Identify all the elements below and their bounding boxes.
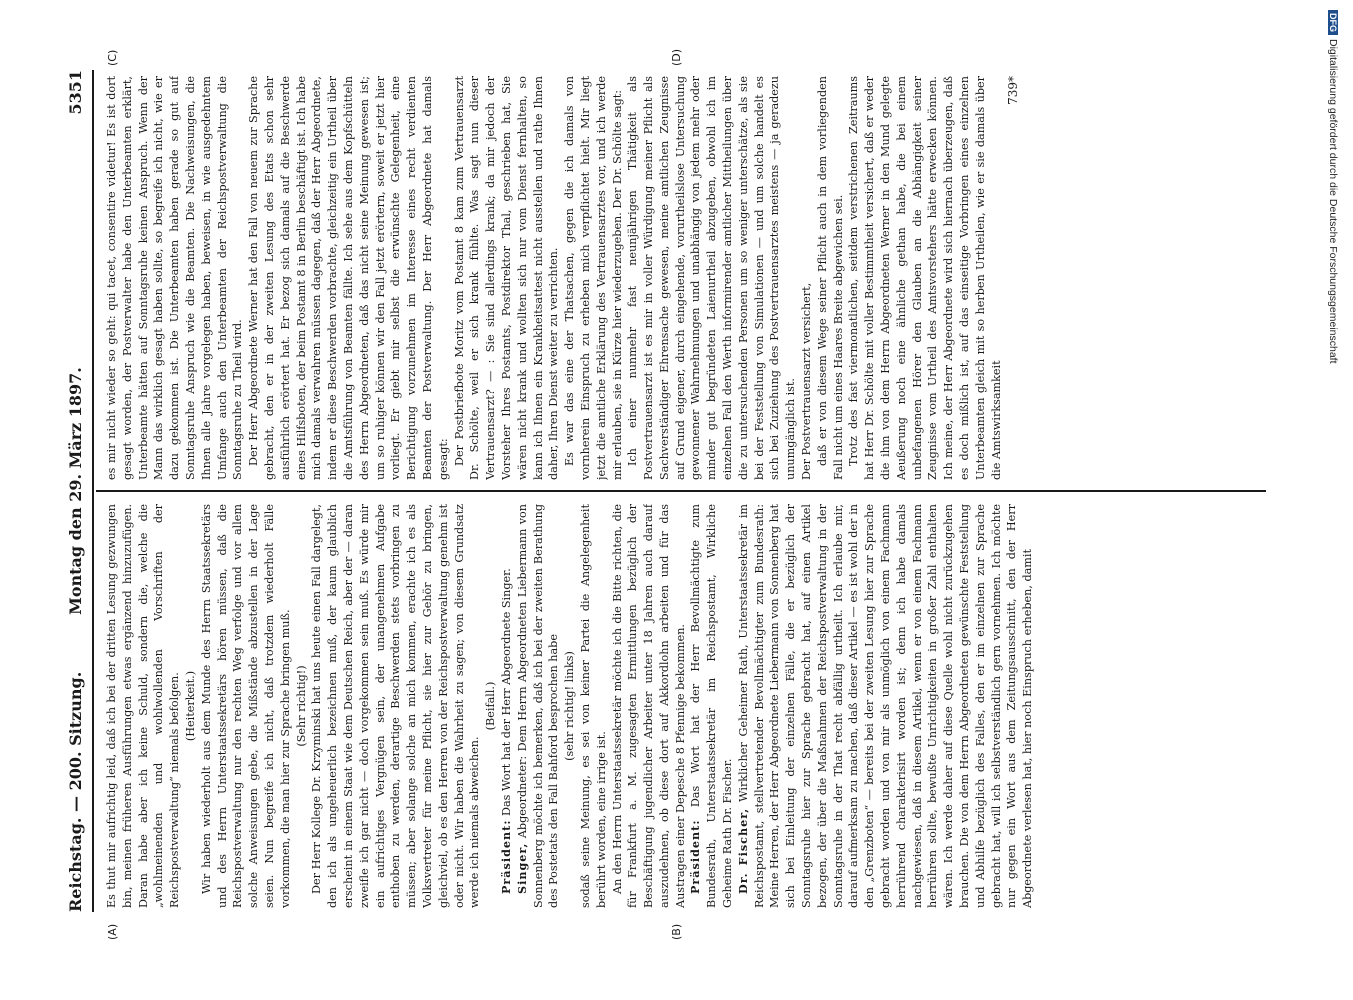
paragraph: Wir haben wiederholt aus dem Munde des Herrn Staatssekretärs und des Herrn Unterstaatssekretärs hören müssen, daß die Reichspostverwaltung nur den rechten Weg verfolge und vor allem solche Anweisungen gebe, die Mißstände abzustellen in der Lage seien. Nun begreife ich nicht, daß trotzdem wiederholt Fälle vorkommen, die man hier zur Sprache bringen muß.	[199, 504, 292, 908]
credit-text: Digitalisierung gefördert durch die Deutsche Forschungsgemeinschaft	[1327, 39, 1339, 364]
speech-text: Wirklicher Geheimer Rath, Unterstaatssekretär im Reichspostamt, stellvertretender Bevollmächtigter zum Bundesrath: Meine Herren, der Herr Abgeordnete Liebermann von Sonnenberg hat sich bei Einleitung der einzelnen Fälle, die er bezüglich der Sonntagsruhe hier zur Sprache gebracht hat, auf einen Artikel bezogen, der über die Maßnahmen der Reichspostverwaltung in der Sonntagsruhe in der That recht abfällig urtheilt. Ich erlaube mir, darauf aufmerksam zu machen, daß dieser Artikel — es ist wohl der in den „Grenzboten“ — bereits bei der zweiten Lesung hier zur Sprache gebracht worden und von mir als unmöglich von einem Fachmann herrührend charakterisirt worden ist; denn ich habe damals nachgewiesen, daß in diesem Artikel, wenn er von einem Fachmann herrühren sollte, bewußte Unrichtigkeiten in großer Zahl enthalten wären. Ich werde daher auf diese Quelle wohl nicht zurückzugehen brauchen. Die von dem Herrn Abgeordneten gewünschte Feststellung und Abhilfe bezüglich des Falles, den er im einzelnen zur Sprache gebracht hat, will ich selbstverständlich gern vornehmen. Ich möchte nur gegen ein Wort aus dem Zeitungsausschnitt, den der Herr Abgeordnete verlesen hat, hier noch Einspruch erheben, damit	[736, 504, 1035, 908]
speaker-paragraph	[499, 504, 515, 908]
margin-marker-c: (C)	[106, 49, 119, 66]
interjection: (Beifall.)	[484, 681, 498, 731]
paragraph: Der Herr Kollege Dr. Krzyminski hat uns heute einen Fall dargelegt, den ich als ungeheuerlich bezeichnen muß, der kaum glaublich erscheint in einem Staat wie dem Deutschen Reich, aber der — daran zweifle ich gar nicht — doch vorgekommen sein muß. Es würde mir ein aufrichtiges Vergnügen sein, der unangenehmen Aufgabe enthoben zu werden, derartige Beschwerden stets vorbringen zu müssen; aber solange solche an mich kommen, erachte ich es als Volksvertreter für meine Pflicht, sie hier zur Gehör zu bringen, gleichviel, ob es den Herren von der Reichspostverwaltung genehm ist oder nicht. Wir haben die Wahrheit zu sagen; von diesem Grundsatz werde ich niemals abweichen.	[310, 504, 482, 908]
speaker-name: Präsident:	[498, 819, 513, 894]
margin-marker-d: (D)	[670, 48, 683, 66]
column-divider	[96, 490, 1266, 492]
speaker-name: Singer,	[514, 842, 529, 894]
paragraph: Es war das eine der Thatsachen, gegen die ich damals von vornherein Einspruch zu erheben mich verpflichtet hielt. Mir liegt jetzt die amtliche Erklärung des Vertrauensarztes vor, und ich werde mir erlauben, sie in Kürze hier wiederzugeben. Der Dr. Schölte sagt:	[563, 76, 624, 480]
header-session: Reichstag. — 200. Sitzung.	[65, 671, 85, 912]
document-page	[60, 48, 1275, 940]
speech-text: Das Wort hat der Herr Bevollmächtigte zum Bundesrath, Unterstaatssekretär im Reichspostamt, Wirkliche Geheime Rath Dr. Fischer.	[689, 504, 735, 908]
speaker-paragraph	[688, 504, 735, 908]
dfg-logo: DFG	[1328, 10, 1338, 35]
digitization-credit	[1326, 10, 1340, 990]
interjection: (Sehr richtig!)	[294, 665, 308, 747]
speech-text: Abgeordneter: Dem Herrn Abgeordneten Liebermann von Sonnenberg möchte ich bemerken, daß ich bei der zweiten Berathung des Postetats den Fall Bahford besprochen habe	[515, 504, 561, 908]
paragraph: An den Herrn Unterstaatssekretär möchte ich die Bitte richten, die für Frankfurt a. M. zugesagten Ermittlungen bezüglich der Beschäftigung jugendlicher Arbeiter unter 18 Jahren auch darauf auszudehnen, ob diese dort auf Akkordlohn arbeiten und für das Austragen einer Depesche 8 Pfennige bekommen.	[610, 504, 687, 908]
paragraph: Trotz des fast viermonatlichen, seitdem verstrichenen Zeitraums hat Herr Dr. Schölte mit voller Bestimmtheit versichert, daß er weder die ihm von dem Herrn Abgeordneten Werner in den Mund gelegte Aeußerung noch eine ähnliche gethan habe, die bei einem unbefangenen Hörer den Glauben an die Abhängigkeit seiner Zeugnisse vom Urtheil des Amtsvorstehers hätte erwecken können. Ich meine, der Herr Abgeordnete wird sich hiernach überzeugen, daß es doch mißlich ist, auf das einseitige Vorbringen eines einzelnen Unterbeamten gleich mit so herben Urtheilen, wie er sie damals über die Amtswirksamkeit	[847, 76, 1003, 480]
quotation: Der Postbriefbote Moritz vom Postamt 8 kam zum Vertrauensarzt Dr. Schölte, weil er sich krank fühlte. Was sagt nun dieser Vertrauensarzt? — : Sie sind allerdings krank; da mir jedoch der Vorsteher Ihres Postamts, Postdirektor Thal, geschrieben hat, Sie wären nicht krank und wollten sich nur vom Dienst fernhalten, so kann ich Ihnen ein Krankheitsattest nicht ausstellen und rathe Ihnen daher, Ihren Dienst weiter zu verrichten.	[452, 76, 561, 480]
quotation: daß er von diesem Wege seiner Pflicht auch in dem vorliegenden Fall nicht um eines Haares Breite abgewichen sei.	[815, 76, 845, 480]
speaker-name: Präsident:	[688, 819, 703, 894]
header-page-number: 5351	[65, 69, 85, 115]
margin-marker-a: (A)	[106, 923, 119, 940]
quotation: Ich einer nunmehr fast neunjährigen Thätigkeit als Postvertrauensarzt ist es mir in voller Würdigung meiner Pflicht als Sachverständiger Ehrensache gewesen, meine amtlichen Zeugnisse auf Grund eigener, durch eingehende, vorurtheilslose Untersuchung gewonnener Wahrnehmungen und unabhängig von jedem mehr oder minder gut begründeten Laienurtheil abzugeben, obwohl ich im einzelnen Fall den Werth informirender amtlicher Mittheilungen über die zu untersuchenden Personen um so weniger unterschätze, als sie bei der Feststellung von Simulationen — und um solche handelt es sich bei Zuziehung des Postvertrauensarztes meistens — ja geradezu unumgänglich ist.	[626, 76, 798, 480]
paragraph: sodaß seine Meinung, es sei von keiner Partei die Angelegenheit berührt worden, eine irrige ist.	[578, 504, 608, 908]
paragraph: Der Postvertrauensarzt versichert,	[800, 282, 814, 480]
speaker-paragraph	[515, 504, 562, 908]
interjection: (Heiterkeit.)	[183, 670, 197, 742]
paragraph: Der Herr Abgeordnete Werner hat den Fall von neuem zur Sprache gebracht, den er in der zweiten Lesung des Etats schon sehr ausführlich erörtert hat. Er bezog sich damals auf die Beschwerde eines Hilfsboten, der beim Postamt 8 in Berlin beschäftigt ist. Ich habe mich damals verwahren müssen dagegen, daß der Herr Abgeordnete, indem er diese Beschwerden vorbrachte, gleichzeitig ein Urtheil über die Amtsführung von Beamten fällte. Ich sehe aus dem Kopfschütteln des Herrn Abgeordneten, daß das nicht seine Meinung gewesen ist; um so ruhiger können wir den Fall jetzt erörtern, soweit er jetzt hier vorliegt. Er giebt mir selbst die erwünschte Gelegenheit, eine Berichtigung vorzunehmen im Interesse eines recht verdienten Beamten der Postverwaltung. Der Herr Abgeordnete hat damals gesagt:	[247, 76, 450, 480]
right-column	[104, 76, 1264, 480]
sheet-number: 739*	[1006, 76, 1021, 105]
speaker-paragraph	[736, 504, 1036, 908]
running-header	[60, 70, 90, 912]
margin-marker-b: (B)	[670, 923, 683, 940]
paragraph: Es thut mir aufrichtig leid, daß ich bei der dritten Lesung gezwungen bin, meinen früheren Ausführungen etwas ergänzend hinzuzufügen. Daran habe aber ich keine Schuld, sondern die, welche die „wohlmeinenden und wohlwollenden Vorschriften der Reichspostverwaltung“ niemals befolgen.	[105, 504, 182, 908]
interjection: (sehr richtig! links)	[563, 651, 577, 761]
header-rule	[92, 70, 94, 912]
header-date: Montag den 29. März 1897.	[65, 367, 85, 615]
speech-text: Das Wort hat der Herr Abgeordnete Singer.	[499, 568, 513, 816]
left-column	[104, 504, 1264, 908]
speaker-name: Dr. Fischer,	[735, 807, 750, 894]
paragraph: es mir nicht wieder so geht: qui tacet, consentire videtur! Es ist dort gesagt worden, der Postverwalter habe den Unterbeamten erklärt, Unterbeamte hätten auf Sonntagsruhe keinen Anspruch. Wenn der Mann das wirklich gesagt haben sollte, so begreife ich nicht, wie er dazu gekommen ist. Die Unterbeamten haben gerade so gut auf Sonntagsruhe Anspruch wie die Beamten. Die Nachweisungen, die Ihnen alle Jahre vorgelegen haben, beweisen, in wie ausgedehntem Umfange auch den Unterbeamten der Reichspostverwaltung die Sonntagsruhe zu Theil wird.	[105, 76, 245, 480]
